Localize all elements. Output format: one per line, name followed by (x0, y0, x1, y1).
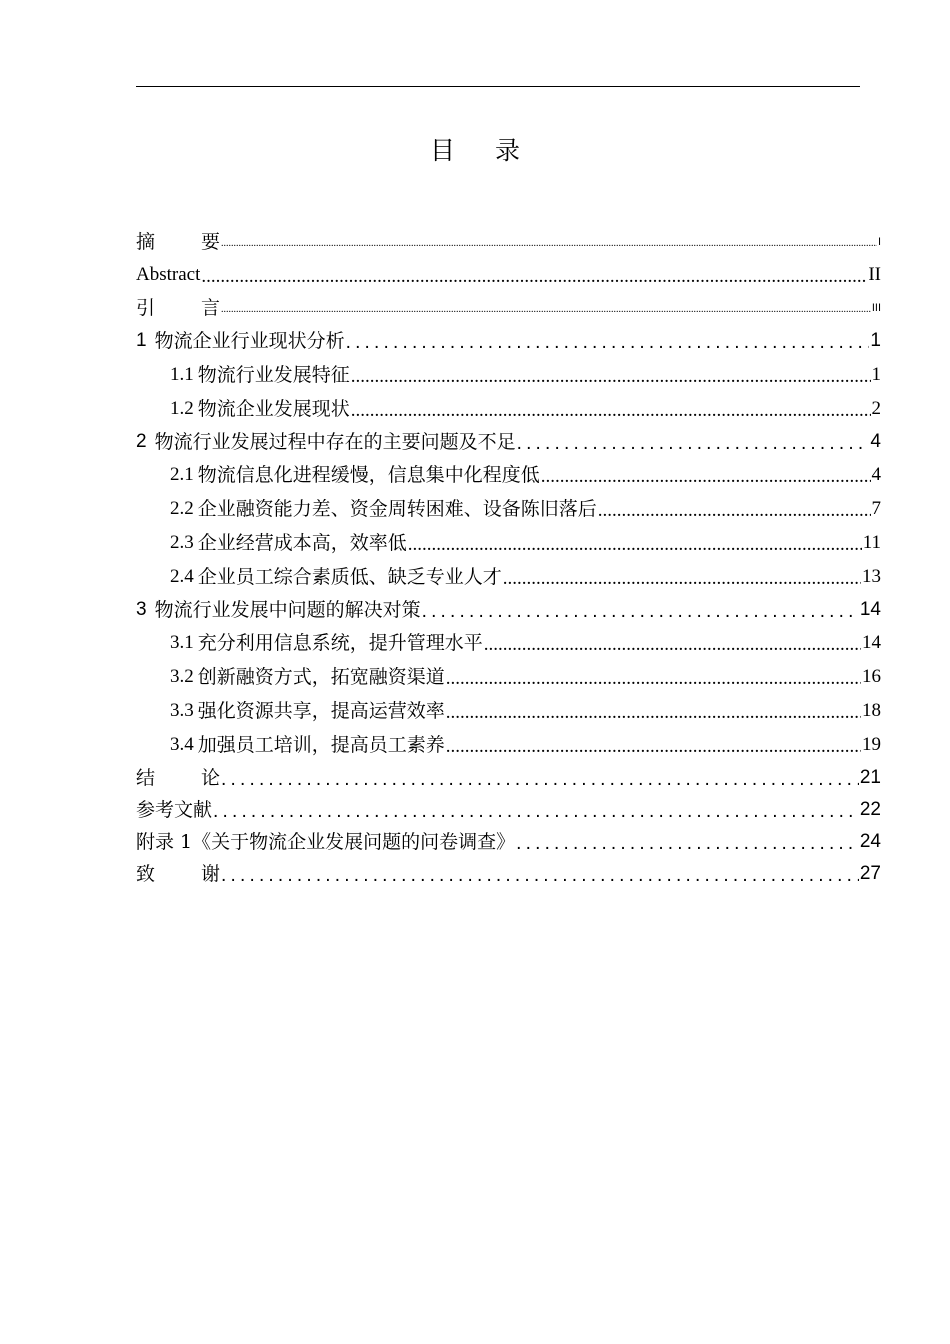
toc-entry-section-1-2[interactable] (136, 389, 881, 421)
toc-entry-page: 13 (862, 566, 881, 587)
toc-leader (484, 635, 861, 655)
toc-leader (446, 703, 861, 723)
toc-entry-introduction[interactable] (136, 288, 881, 320)
toc-entry-section-2-1[interactable] (136, 455, 881, 487)
toc-leader (541, 467, 871, 487)
toc-leader (221, 770, 859, 790)
toc-entry-appendix-1[interactable] (136, 822, 881, 854)
toc-entry-number: 3 (136, 599, 147, 620)
toc-entry-label: 引言 (136, 297, 221, 319)
toc-entry-page: III (871, 302, 881, 314)
toc-entry-label: Abstract (136, 264, 201, 285)
toc-entry-label: 物流企业行业现状分析 (154, 330, 345, 352)
toc-entry-page: 1 (871, 364, 881, 385)
toc-entry-label: 附录 1《关于物流企业发展问题的问卷调查》 (136, 831, 516, 853)
page-title: 目录 (429, 136, 560, 165)
toc-leader (346, 333, 870, 353)
toc-leader (221, 866, 859, 886)
toc-leader (446, 737, 861, 757)
toc-entry-number: 1.1 (170, 364, 194, 385)
toc-leader (221, 300, 871, 320)
toc-entry-page: 7 (871, 498, 881, 519)
toc-entry-number: 3.1 (170, 632, 194, 653)
toc-entry-label: 致谢 (136, 863, 221, 885)
toc-leader (213, 802, 859, 822)
toc-leader (446, 669, 861, 689)
toc-entry-page: 24 (859, 831, 881, 852)
toc-entry-page: 21 (859, 767, 881, 788)
toc-entry-section-3-2[interactable] (136, 657, 881, 689)
toc-leader (408, 535, 862, 555)
toc-entry-conclusion[interactable] (136, 758, 881, 790)
toc-entry-label: 企业融资能力差、资金周转困难、设备陈旧落后 (197, 498, 597, 520)
toc-entry-page: 11 (862, 532, 881, 553)
toc-leader (351, 401, 871, 421)
toc-entry-label: 物流行业发展特征 (197, 364, 350, 386)
toc-entry-section-2-4[interactable] (136, 557, 881, 589)
toc-entry-chapter-3[interactable] (136, 590, 881, 622)
toc-entry-number: 1 (136, 330, 147, 351)
toc-entry-page: II (868, 264, 881, 285)
toc-entry-label: 物流信息化进程缓慢，信息集中化程度低 (197, 464, 540, 486)
toc-entry-number: 2.2 (170, 498, 194, 519)
toc-entry-chapter-2[interactable] (136, 422, 881, 454)
toc-entry-section-2-2[interactable] (136, 489, 881, 521)
toc-entry-label: 摘要 (136, 231, 221, 253)
toc-entry-section-2-3[interactable] (136, 523, 881, 555)
toc-entry-page: 4 (870, 431, 881, 452)
toc-leader (351, 367, 871, 387)
toc-entry-label: 企业员工综合素质低、缺乏专业人才 (197, 566, 502, 588)
toc-leader (598, 501, 871, 521)
toc-entry-label: 结论 (136, 767, 221, 789)
toc-entry-section-3-4[interactable] (136, 725, 881, 757)
toc-leader (517, 434, 870, 454)
toc-entry-label: 参考文献 (136, 799, 213, 821)
toc-entry-number: 2.3 (170, 532, 194, 553)
header-rule (136, 86, 860, 87)
toc-entry-page: 18 (862, 700, 881, 721)
toc-entry-label: 物流企业发展现状 (197, 398, 350, 420)
toc-entry-label: 物流行业发展中问题的解决对策 (154, 599, 421, 621)
toc-entry-references[interactable] (136, 790, 881, 822)
toc-entry-label: 强化资源共享，提高运营效率 (197, 700, 445, 722)
toc-entry-label: 创新融资方式，拓宽融资渠道 (197, 666, 445, 688)
toc-entry-page: 14 (862, 632, 881, 653)
toc-entry-page: 2 (871, 398, 881, 419)
toc-leader (422, 602, 859, 622)
toc-entry-page: 4 (871, 464, 881, 485)
toc-entry-page: 16 (862, 666, 881, 687)
toc-leader (516, 834, 859, 854)
toc-entry-label: 企业经营成本高，效率低 (197, 532, 407, 554)
toc-entry-abstract-cn[interactable] (136, 222, 881, 254)
toc-entry-label: 加强员工培训，提高员工素养 (197, 734, 445, 756)
toc-entry-label: 充分利用信息系统，提升管理水平 (197, 632, 483, 654)
toc-entry-number: 3.4 (170, 734, 194, 755)
toc-entry-label: 物流行业发展过程中存在的主要问题及不足 (154, 431, 516, 453)
toc-entry-page: 27 (859, 863, 881, 884)
toc-entry-page: 14 (859, 599, 881, 620)
toc-entry-abstract-en[interactable] (136, 255, 881, 287)
toc-entry-section-1-1[interactable] (136, 355, 881, 387)
toc-entry-section-3-3[interactable] (136, 691, 881, 723)
toc-entry-page: I (877, 236, 881, 248)
toc-entry-number: 3.2 (170, 666, 194, 687)
toc-entry-chapter-1[interactable] (136, 321, 881, 353)
toc-entry-section-3-1[interactable] (136, 623, 881, 655)
toc-entry-page: 1 (870, 330, 881, 351)
toc-entry-page: 19 (862, 734, 881, 755)
toc-entry-page: 22 (859, 799, 881, 820)
toc-entry-number: 1.2 (170, 398, 194, 419)
toc-entry-number: 2.1 (170, 464, 194, 485)
toc-entry-number: 2.4 (170, 566, 194, 587)
toc-entry-acknowledgements[interactable] (136, 854, 881, 886)
toc-leader (221, 234, 877, 254)
toc-entry-number: 3.3 (170, 700, 194, 721)
toc-entry-number: 2 (136, 431, 147, 452)
toc-leader (201, 267, 867, 287)
toc-leader (503, 569, 861, 589)
